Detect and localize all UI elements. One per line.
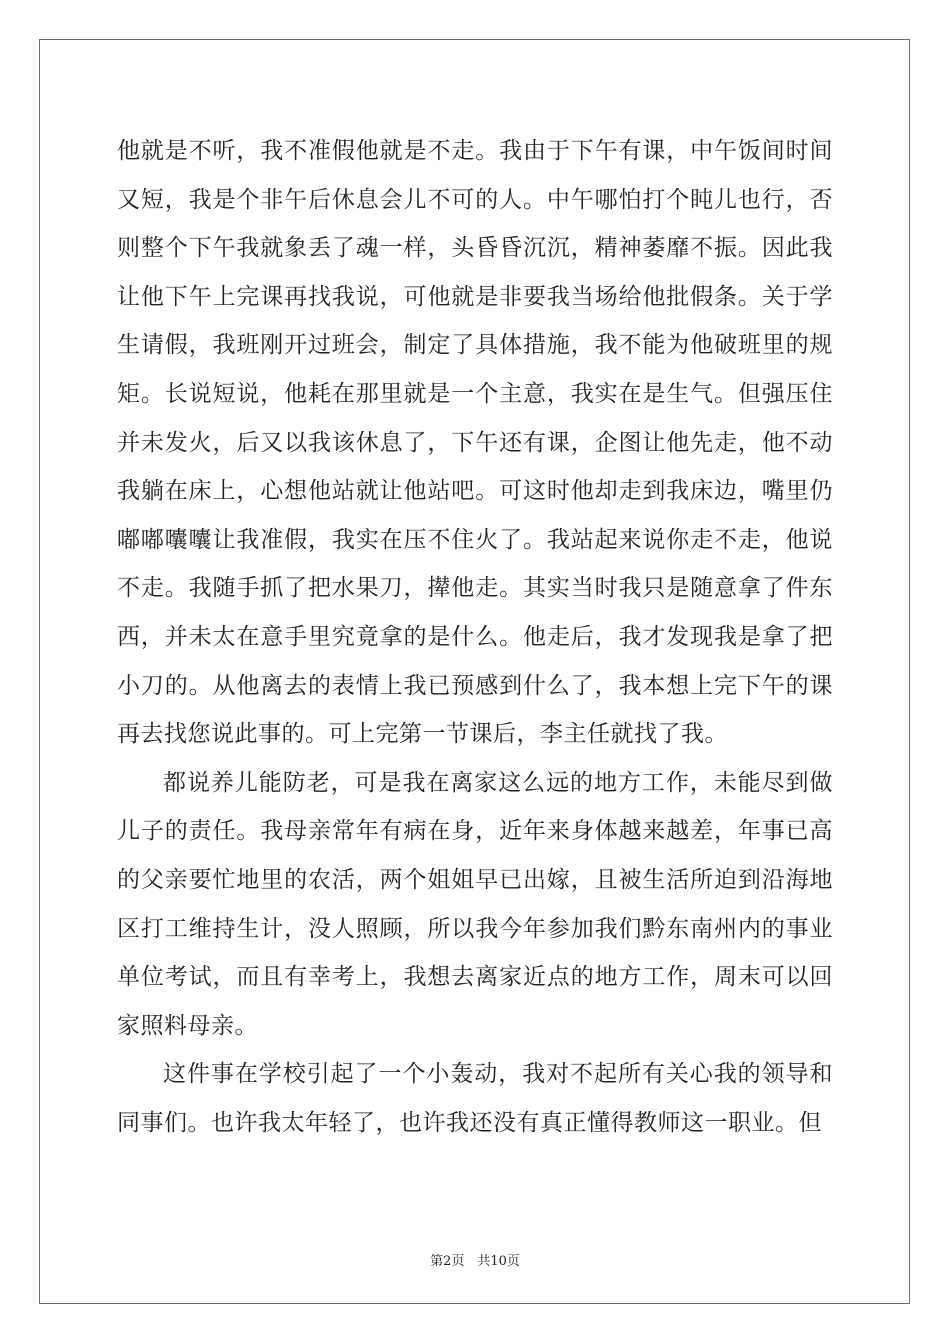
paragraph-3: 这件事在学校引起了一个小轰动，我对不起所有关心我的领导和同事们。也许我太年轻了，也许我还没有真正懂得教师这一职业。但 (117, 1061, 833, 1136)
paragraph-2: 都说养儿能防老，可是我在离家这么远的地方工作，未能尽到做儿子的责任。我母亲常年有病在身，近年来身体越来越差，年事已高的父亲要忙地里的农活，两个姐姐早已出嫁，且被生活所迫到沿海地区打工维持生计，没人照顾，所以我今年参加我们黔东南州内的事业单位考试，而且有幸考上，我想去离家近点的地方工作，周末可以回家照料母亲。 (117, 769, 833, 1039)
page-number-footer: 第2页 共10页 (430, 1254, 520, 1269)
paragraph-1: 他就是不听，我不准假他就是不走。我由于下午有课，中午饭间时间又短，我是个非午后休息会儿不可的人。中午哪怕打个盹儿也行，否则整个下午我就象丢了魂一样，头昏昏沉沉，精神萎靡不振。因此我让他下午上完课再找我说，可他就是非要我当场给他批假条。关于学生请假，我班刚开过班会，制定了具体措施，我不能为他破班里的规矩。长说短说，他耗在那里就是一个主意，我实在是生气。但强压住并未发火，后又以我该休息了，下午还有课，企图让他先走，他不动我躺在床上，心想他站就让他站吧。可这时他却走到我床边，嘴里仍嘟嘟囔囔让我准假，我实在压不住火了。我站起来说你走不走，他说不走。我随手抓了把水果刀，撵他走。其实当时我只是随意拿了件东西，并未太在意手里究竟拿的是什么。他走后，我才发现我是拿了把小刀的。从他离去的表情上我已预感到什么了，我本想上完下午的课再去找您说此事的。可上完第一节课后，李主任就找了我。 (117, 138, 833, 748)
document-body (117, 127, 833, 1147)
